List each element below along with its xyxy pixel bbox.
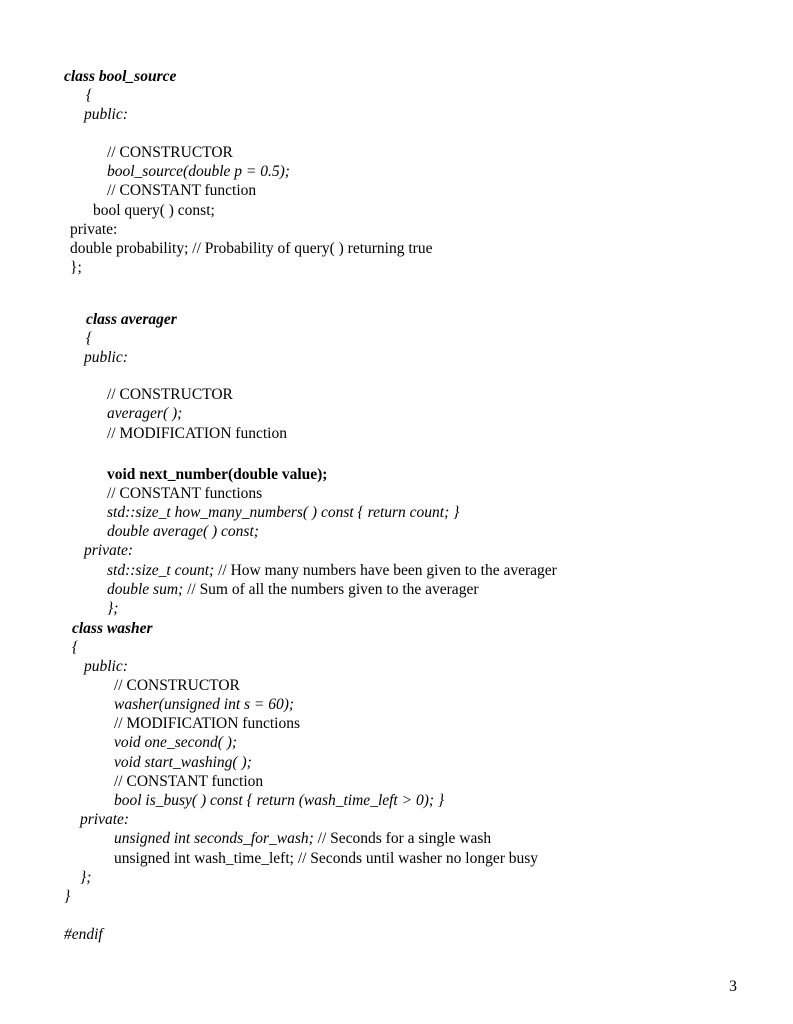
private-label: private: xyxy=(84,542,134,559)
private-label: private: xyxy=(80,811,130,828)
method-line: void next_number(double value); xyxy=(107,466,328,483)
constructor-line: washer(unsigned int s = 60); xyxy=(114,696,295,713)
class-header-averager: class averager xyxy=(86,311,177,328)
method-line: std::size_t how_many_numbers( ) const { return count; } xyxy=(107,504,460,521)
member-comment: // Sum of all the numbers given to the averager xyxy=(183,581,479,598)
close-brace: } xyxy=(64,888,71,905)
method-line: double average( ) const; xyxy=(107,523,259,540)
comment-line: // CONSTRUCTOR xyxy=(114,677,240,694)
private-label: private: xyxy=(70,221,118,238)
close-brace: }; xyxy=(107,600,119,617)
class-header-washer: class washer xyxy=(72,620,153,637)
method-line: bool is_busy( ) const { return (wash_time_left > 0); } xyxy=(114,792,445,809)
member-line: unsigned int wash_time_left; // Seconds until washer no longer busy xyxy=(114,850,539,867)
member-line xyxy=(114,829,491,848)
close-brace: }; xyxy=(70,259,82,276)
preprocessor-endif: #endif xyxy=(64,926,103,943)
comment-line: // MODIFICATION function xyxy=(107,425,287,442)
method-line: void start_washing( ); xyxy=(114,754,252,771)
public-label: public: xyxy=(84,658,128,675)
member-declaration: double sum; xyxy=(107,581,184,598)
member-line xyxy=(107,580,478,599)
close-brace: }; xyxy=(80,869,92,886)
comment-line: // CONSTANT function xyxy=(114,773,264,790)
page-number: 3 xyxy=(729,978,737,995)
comment-line: // CONSTRUCTOR xyxy=(107,144,233,161)
public-label: public: xyxy=(84,106,128,123)
open-brace: { xyxy=(86,330,93,347)
class-header-bool-source: class bool_source xyxy=(64,68,177,85)
member-comment: // Seconds for a single wash xyxy=(313,830,492,847)
constructor-line: averager( ); xyxy=(107,405,183,422)
member-line: double probability; // Probability of query( ) returning true xyxy=(70,240,433,257)
open-brace: { xyxy=(72,639,79,656)
member-declaration: std::size_t count; xyxy=(107,562,215,579)
comment-line: // CONSTRUCTOR xyxy=(107,386,233,403)
constructor-line: bool_source(double p = 0.5); xyxy=(107,163,290,180)
member-declaration: unsigned int seconds_for_wash; xyxy=(114,830,314,847)
comment-line: // CONSTANT functions xyxy=(107,485,263,502)
public-label: public: xyxy=(84,349,128,366)
method-line: void one_second( ); xyxy=(114,734,238,751)
comment-line: // MODIFICATION functions xyxy=(114,715,300,732)
method-line: bool query( ) const; xyxy=(93,202,215,219)
comment-line: // CONSTANT function xyxy=(107,182,257,199)
member-comment: // How many numbers have been given to the averager xyxy=(214,562,557,579)
member-line xyxy=(107,561,557,580)
open-brace: { xyxy=(86,87,93,104)
